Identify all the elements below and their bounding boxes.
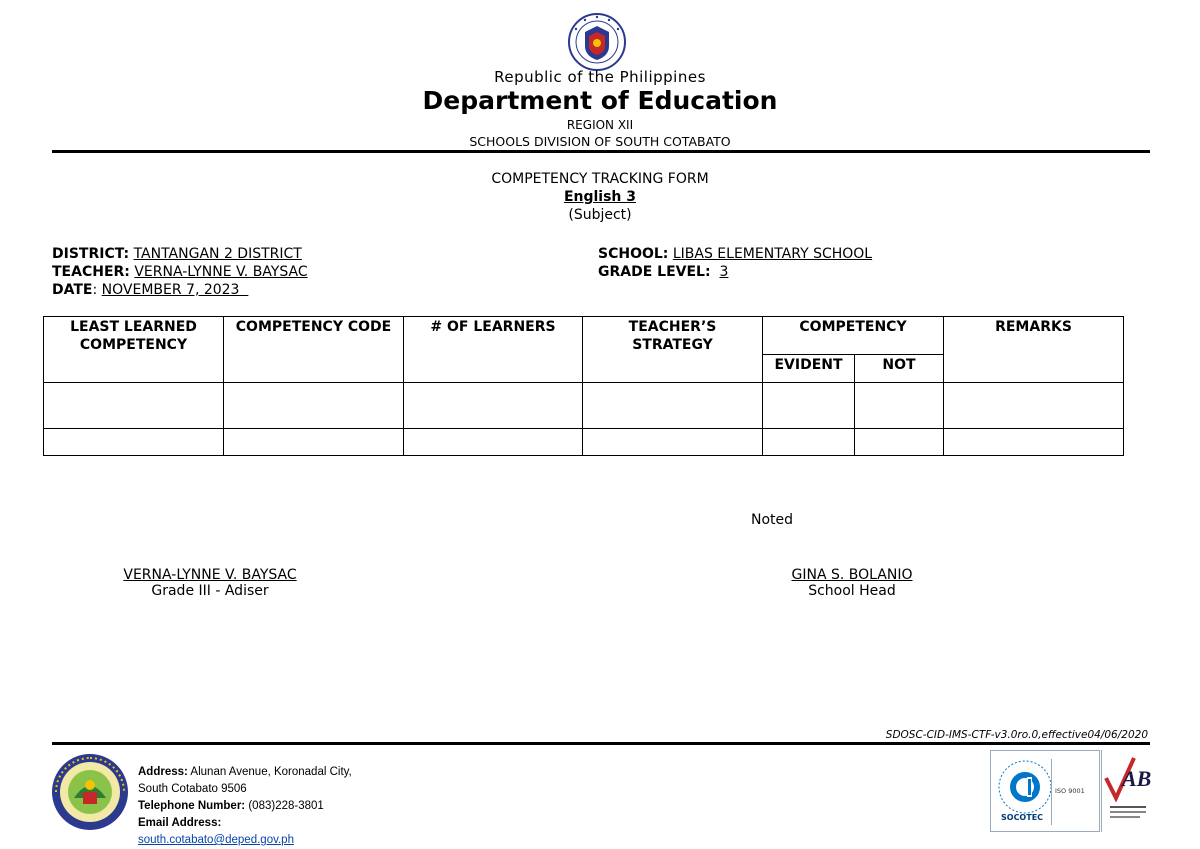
cert-separator (1101, 750, 1102, 832)
division-seal-icon (50, 752, 130, 832)
iso-label: ISO 9001 (1055, 787, 1085, 795)
iab-caption-line (1110, 806, 1146, 808)
socotec-logo-icon (997, 759, 1053, 815)
header-evident: EVIDENT (763, 355, 855, 383)
school-label: SCHOOL: (598, 246, 669, 262)
footer-divider (52, 742, 1150, 745)
header-strategy: TEACHER’S STRATEGY (583, 317, 763, 383)
teacher-value: VERNA-LYNNE V. BAYSAC (134, 264, 308, 280)
address-line1: Alunan Avenue, Koronadal City, (190, 766, 352, 778)
phone-value: (083)228-3801 (248, 800, 324, 812)
table-cell[interactable] (404, 383, 583, 429)
header-learners: # OF LEARNERS (404, 317, 583, 383)
head-signature-title: School Head (808, 583, 896, 599)
iab-text: AB (1122, 766, 1152, 791)
district-row (52, 245, 308, 263)
republic-text: Republic of the Philippines (494, 68, 706, 86)
table-cell[interactable] (944, 383, 1124, 429)
table-cell[interactable] (583, 429, 763, 456)
table-row (44, 383, 1124, 429)
document-code: SDOSC-CID-IMS-CTF-v3.0ro.0,effective04/06/2020 (885, 729, 1148, 741)
info-left (52, 245, 308, 299)
grade-value: 3 (719, 264, 729, 280)
table-cell[interactable] (944, 429, 1124, 456)
iab-caption-line (1110, 816, 1140, 818)
school-row (598, 245, 872, 263)
noted-label: Noted (751, 512, 794, 528)
address-line2: South Cotabato 9506 (138, 783, 247, 795)
grade-label: GRADE LEVEL: (598, 264, 711, 280)
subject-label: (Subject) (568, 207, 632, 223)
table-cell[interactable] (44, 383, 224, 429)
date-label: DATE (52, 282, 93, 298)
phone-row (138, 798, 352, 815)
footer-address (138, 764, 352, 849)
teacher-signature-name: VERNA-LYNNE V. BAYSAC (123, 567, 297, 583)
header-not: NOT (855, 355, 944, 383)
header-remarks: REMARKS (944, 317, 1124, 383)
head-signature-name: GINA S. BOLANIO (791, 567, 913, 583)
info-right (598, 245, 872, 281)
socotec-label: SOCOTEC (1001, 813, 1044, 822)
district-value: TANTANGAN 2 DISTRICT (133, 246, 302, 262)
department-title: Department of Education (422, 86, 778, 115)
table-cell[interactable] (224, 429, 404, 456)
table-cell[interactable] (44, 429, 224, 456)
teacher-row (52, 263, 308, 281)
address-row (138, 764, 352, 781)
header-divider (52, 150, 1150, 153)
competency-table (43, 316, 1124, 456)
form-title: COMPETENCY TRACKING FORM (491, 171, 709, 187)
table-cell[interactable] (763, 429, 855, 456)
region-text: REGION XII (566, 118, 634, 132)
table-cell[interactable] (855, 383, 944, 429)
table-row (44, 429, 1124, 456)
teacher-signature (70, 567, 350, 599)
header-competency-code: COMPETENCY CODE (224, 317, 404, 383)
address-label: Address: (138, 766, 188, 778)
district-label: DISTRICT: (52, 246, 130, 262)
teacher-label: TEACHER: (52, 264, 130, 280)
header-competency: COMPETENCY (763, 317, 944, 355)
table-cell[interactable] (583, 383, 763, 429)
form-subject (0, 189, 1200, 205)
socotec-certification (990, 750, 1100, 832)
iab-logo (1104, 752, 1150, 830)
date-row (52, 281, 308, 299)
table-cell[interactable] (404, 429, 583, 456)
table-cell[interactable] (855, 429, 944, 456)
iab-caption-line (1110, 811, 1146, 813)
deped-seal-icon (567, 12, 627, 72)
division-text: SCHOOLS DIVISION OF SOUTH COTABATO (469, 134, 731, 149)
phone-label: Telephone Number: (138, 800, 246, 812)
table-cell[interactable] (763, 383, 855, 429)
date-value: NOVEMBER 7, 2023 (101, 282, 249, 298)
school-value: LIBAS ELEMENTARY SCHOOL (672, 246, 873, 262)
grade-row (598, 263, 872, 281)
email-link[interactable]: south.cotabato@deped.gov.ph (138, 834, 294, 846)
subject-value: English 3 (563, 189, 637, 205)
header-least-learned: LEAST LEARNED COMPETENCY (44, 317, 224, 383)
email-label: Email Address: (138, 817, 222, 829)
date-colon: : (92, 282, 98, 298)
table-cell[interactable] (224, 383, 404, 429)
teacher-signature-title: Grade III - Adiser (151, 583, 269, 599)
cert-divider (1051, 759, 1052, 825)
head-signature (737, 567, 967, 599)
